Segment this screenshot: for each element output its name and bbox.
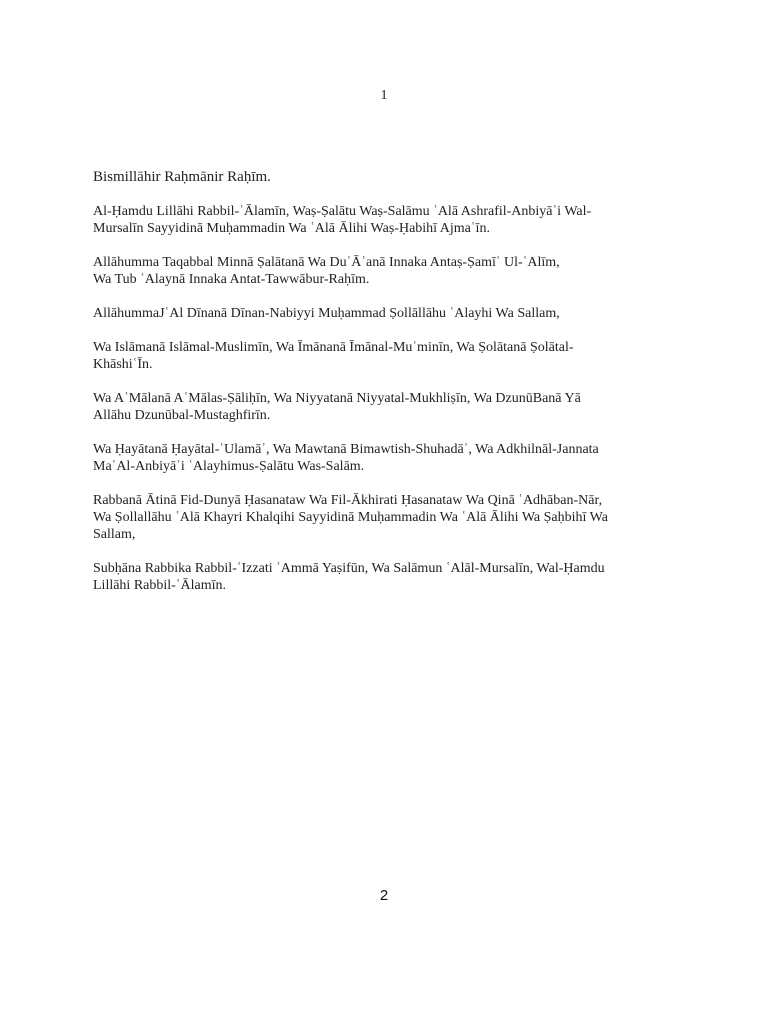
basmala-heading: Bismillāhir Raḥmānir Raḥīm. bbox=[93, 169, 271, 185]
page-number-top: 1 bbox=[380, 88, 388, 103]
document-body bbox=[93, 168, 683, 611]
paragraph-2: Allāhumma Taqabbal Minnā Ṣalātanā Wa DuʿĀʾanā Innaka Antaṣ-Ṣamīʿ Ul-ʿAlīm, Wa Tub ʿAlaynā Innaka Antat-Tawwābur-Raḥīm. bbox=[93, 255, 560, 287]
paragraph-7: Rabbanā Ātinā Fid-Dunyā Ḥasanataw Wa Fil-Ākhirati Ḥasanataw Wa Qinā ʿAdhāban-Nār, Wa Ṣollallāhu ʿAlā Khayri Khalqihi Sayyidinā Muḥammadin Wa ʿAlā Ālihi Wa Ṣaḥbihī Wa Sallam, bbox=[93, 493, 608, 542]
paragraph-3: AllāhummaJʿAl Dīnanā Dīnan-Nabiyyi Muḥammad Ṣollāllāhu ʿAlayhi Wa Sallam, bbox=[93, 306, 560, 321]
paragraph-1: Al-Ḥamdu Lillāhi Rabbil-ʿĀlamīn, Waṣ-Ṣalātu Waṣ-Salāmu ʿAlā Ashrafil-Anbiyāʾi Wal- Mursalīn Sayyidinā Muḥammadin Wa ʿAlā Ālihi Waṣ-Ḥabihī Ajmaʿīn. bbox=[93, 204, 592, 236]
paragraph-5: Wa AʿMālanā AʿMālas-Ṣāliḥīn, Wa Niyyatanā Niyyatal-Mukhliṣīn, Wa DzunūBanā Yā Allāhu Dzunūbal-Mustaghfirīn. bbox=[93, 391, 581, 423]
paragraph-4: Wa Islāmanā Islāmal-Muslimīn, Wa Īmānanā Īmānal-Muʾminīn, Wa Ṣolātanā Ṣolātal- KhāshiʿĪn. bbox=[93, 340, 574, 372]
paragraph-8: Subḥāna Rabbika Rabbil-ʿIzzati ʿAmmā Yaṣifūn, Wa Salāmun ʿAlāl-Mursalīn, Wal-Ḥamdu Lillāhi Rabbil-ʿĀlamīn. bbox=[93, 561, 605, 593]
paragraph-6: Wa Ḥayātanā Ḥayātal-ʿUlamāʾ, Wa Mawtanā Bimawtish-Shuhadāʾ, Wa Adkhilnāl-Jannata MaʿAl-Anbiyāʾi ʿAlayhimus-Ṣalātu Was-Salām. bbox=[93, 442, 599, 474]
page-number-bottom: 2 bbox=[379, 887, 389, 904]
